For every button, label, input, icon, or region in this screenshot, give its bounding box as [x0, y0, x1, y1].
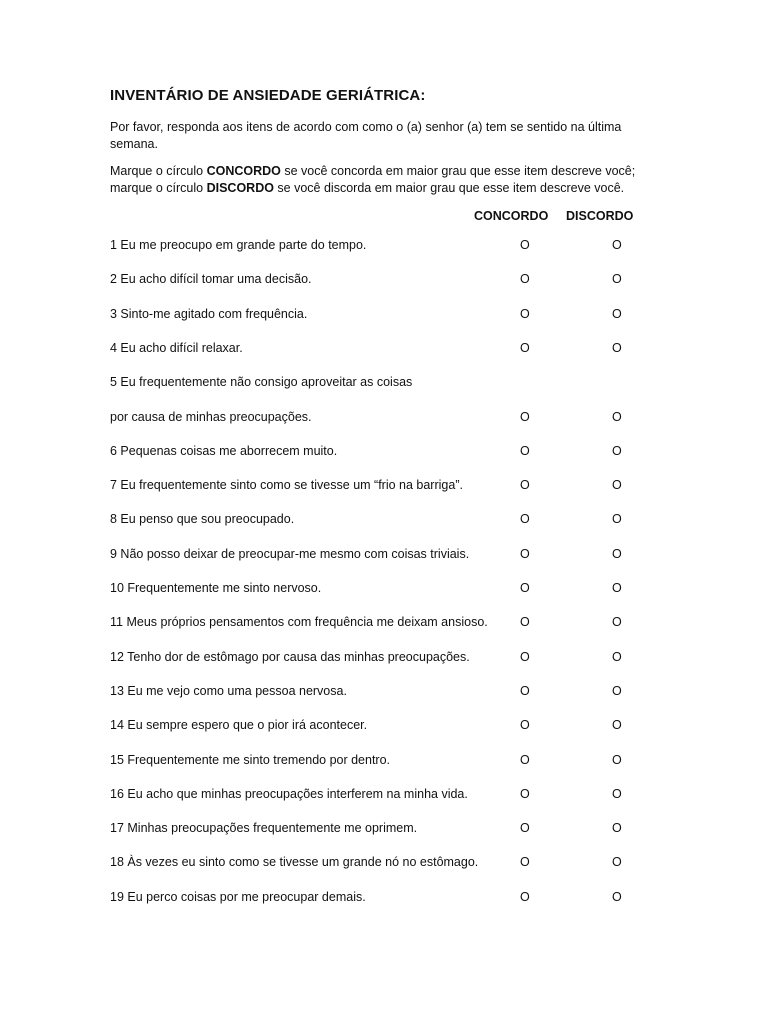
disagree-circle-option[interactable]: O [612, 787, 622, 801]
disagree-circle-option[interactable]: O [612, 238, 622, 252]
disagree-circle-option[interactable]: O [612, 478, 622, 492]
item-text: 13 Eu me vejo como uma pessoa nervosa. [110, 684, 347, 698]
questionnaire-item [0, 408, 768, 426]
item-text: 2 Eu acho difícil tomar uma decisão. [110, 272, 312, 286]
agree-circle-option[interactable]: O [520, 855, 530, 869]
agree-circle-option[interactable]: O [520, 512, 530, 526]
item-text: 1 Eu me preocupo em grande parte do tempo. [110, 238, 367, 252]
disagree-circle-option[interactable]: O [612, 650, 622, 664]
questionnaire-item [0, 785, 768, 803]
agree-circle-option[interactable]: O [520, 238, 530, 252]
item-text: 3 Sinto-me agitado com frequência. [110, 307, 308, 321]
agree-circle-option[interactable]: O [520, 753, 530, 767]
item-text: 18 Às vezes eu sinto como se tivesse um grande nó no estômago. [110, 855, 479, 869]
item-text: 14 Eu sempre espero que o pior irá acontecer. [110, 718, 368, 732]
item-text: 8 Eu penso que sou preocupado. [110, 512, 295, 526]
questionnaire-item [0, 751, 768, 769]
item-text: 10 Frequentemente me sinto nervoso. [110, 581, 322, 595]
item-text: 9 Não posso deixar de preocupar-me mesmo com coisas triviais. [110, 547, 470, 561]
instructions-text-1: Marque o círculo [110, 164, 207, 178]
disagree-circle-option[interactable]: O [612, 512, 622, 526]
agree-circle-option[interactable]: O [520, 547, 530, 561]
agree-circle-option[interactable]: O [520, 581, 530, 595]
agree-circle-option[interactable]: O [520, 890, 530, 904]
agree-circle-option[interactable]: O [520, 307, 530, 321]
instructions-paragraph [110, 163, 650, 197]
disagree-circle-option[interactable]: O [612, 718, 622, 732]
disagree-circle-option[interactable]: O [612, 821, 622, 835]
agree-circle-option[interactable]: O [520, 821, 530, 835]
agree-circle-option[interactable]: O [520, 478, 530, 492]
disagree-circle-option[interactable]: O [612, 684, 622, 698]
item-text: 6 Pequenas coisas me aborrecem muito. [110, 444, 338, 458]
disagree-circle-option[interactable]: O [612, 890, 622, 904]
column-header-agree: CONCORDO [474, 209, 549, 223]
instructions-text-2: se você concorda em maior grau que esse item descreve você; marque o círculo [110, 164, 636, 195]
questionnaire-item [0, 648, 768, 666]
item-text: 17 Minhas preocupações frequentemente me oprimem. [110, 821, 418, 835]
item-text: 11 Meus próprios pensamentos com frequência me deixam ansioso. [110, 615, 488, 629]
instructions-disagree-word: DISCORDO [206, 181, 274, 195]
agree-circle-option[interactable]: O [520, 410, 530, 424]
agree-circle-option[interactable]: O [520, 684, 530, 698]
questionnaire-item [0, 613, 768, 631]
item-text: 7 Eu frequentemente sinto como se tivesse um “frio na barriga”. [110, 478, 463, 492]
item-text: por causa de minhas preocupações. [110, 410, 312, 424]
item-text: 16 Eu acho que minhas preocupações interferem na minha vida. [110, 787, 468, 801]
questionnaire-item [0, 373, 768, 391]
agree-circle-option[interactable]: O [520, 787, 530, 801]
column-header-disagree: DISCORDO [566, 209, 634, 223]
document-title: INVENTÁRIO DE ANSIEDADE GERIÁTRICA: [110, 87, 426, 104]
questionnaire-item [0, 305, 768, 323]
agree-circle-option[interactable]: O [520, 272, 530, 286]
questionnaire-item [0, 476, 768, 494]
questionnaire-item [0, 819, 768, 837]
questionnaire-item [0, 236, 768, 254]
agree-circle-option[interactable]: O [520, 650, 530, 664]
item-text: 4 Eu acho difícil relaxar. [110, 341, 243, 355]
intro-paragraph: Por favor, responda aos itens de acordo com como o (a) senhor (a) tem se sentido na última semana. [110, 120, 622, 151]
instructions-text-3: se você discorda em maior grau que esse item descreve você. [273, 181, 625, 195]
disagree-circle-option[interactable]: O [612, 615, 622, 629]
questionnaire-item [0, 888, 768, 906]
item-text: 15 Frequentemente me sinto tremendo por dentro. [110, 753, 391, 767]
agree-circle-option[interactable]: O [520, 718, 530, 732]
item-text: 19 Eu perco coisas por me preocupar demais. [110, 890, 366, 904]
disagree-circle-option[interactable]: O [612, 581, 622, 595]
disagree-circle-option[interactable]: O [612, 444, 622, 458]
item-text: 12 Tenho dor de estômago por causa das minhas preocupações. [110, 650, 470, 664]
agree-circle-option[interactable]: O [520, 444, 530, 458]
disagree-circle-option[interactable]: O [612, 855, 622, 869]
questionnaire-item [0, 510, 768, 528]
questionnaire-item [0, 682, 768, 700]
item-text: 5 Eu frequentemente não consigo aproveitar as coisas [110, 375, 413, 389]
questionnaire-item [0, 579, 768, 597]
questionnaire-item [0, 442, 768, 460]
disagree-circle-option[interactable]: O [612, 307, 622, 321]
disagree-circle-option[interactable]: O [612, 272, 622, 286]
agree-circle-option[interactable]: O [520, 341, 530, 355]
questionnaire-item [0, 545, 768, 563]
questionnaire-item [0, 270, 768, 288]
disagree-circle-option[interactable]: O [612, 410, 622, 424]
questionnaire-item [0, 853, 768, 871]
instructions-agree-word: CONCORDO [206, 164, 281, 178]
disagree-circle-option[interactable]: O [612, 547, 622, 561]
disagree-circle-option[interactable]: O [612, 341, 622, 355]
disagree-circle-option[interactable]: O [612, 753, 622, 767]
questionnaire-item [0, 339, 768, 357]
agree-circle-option[interactable]: O [520, 615, 530, 629]
questionnaire-item [0, 716, 768, 734]
